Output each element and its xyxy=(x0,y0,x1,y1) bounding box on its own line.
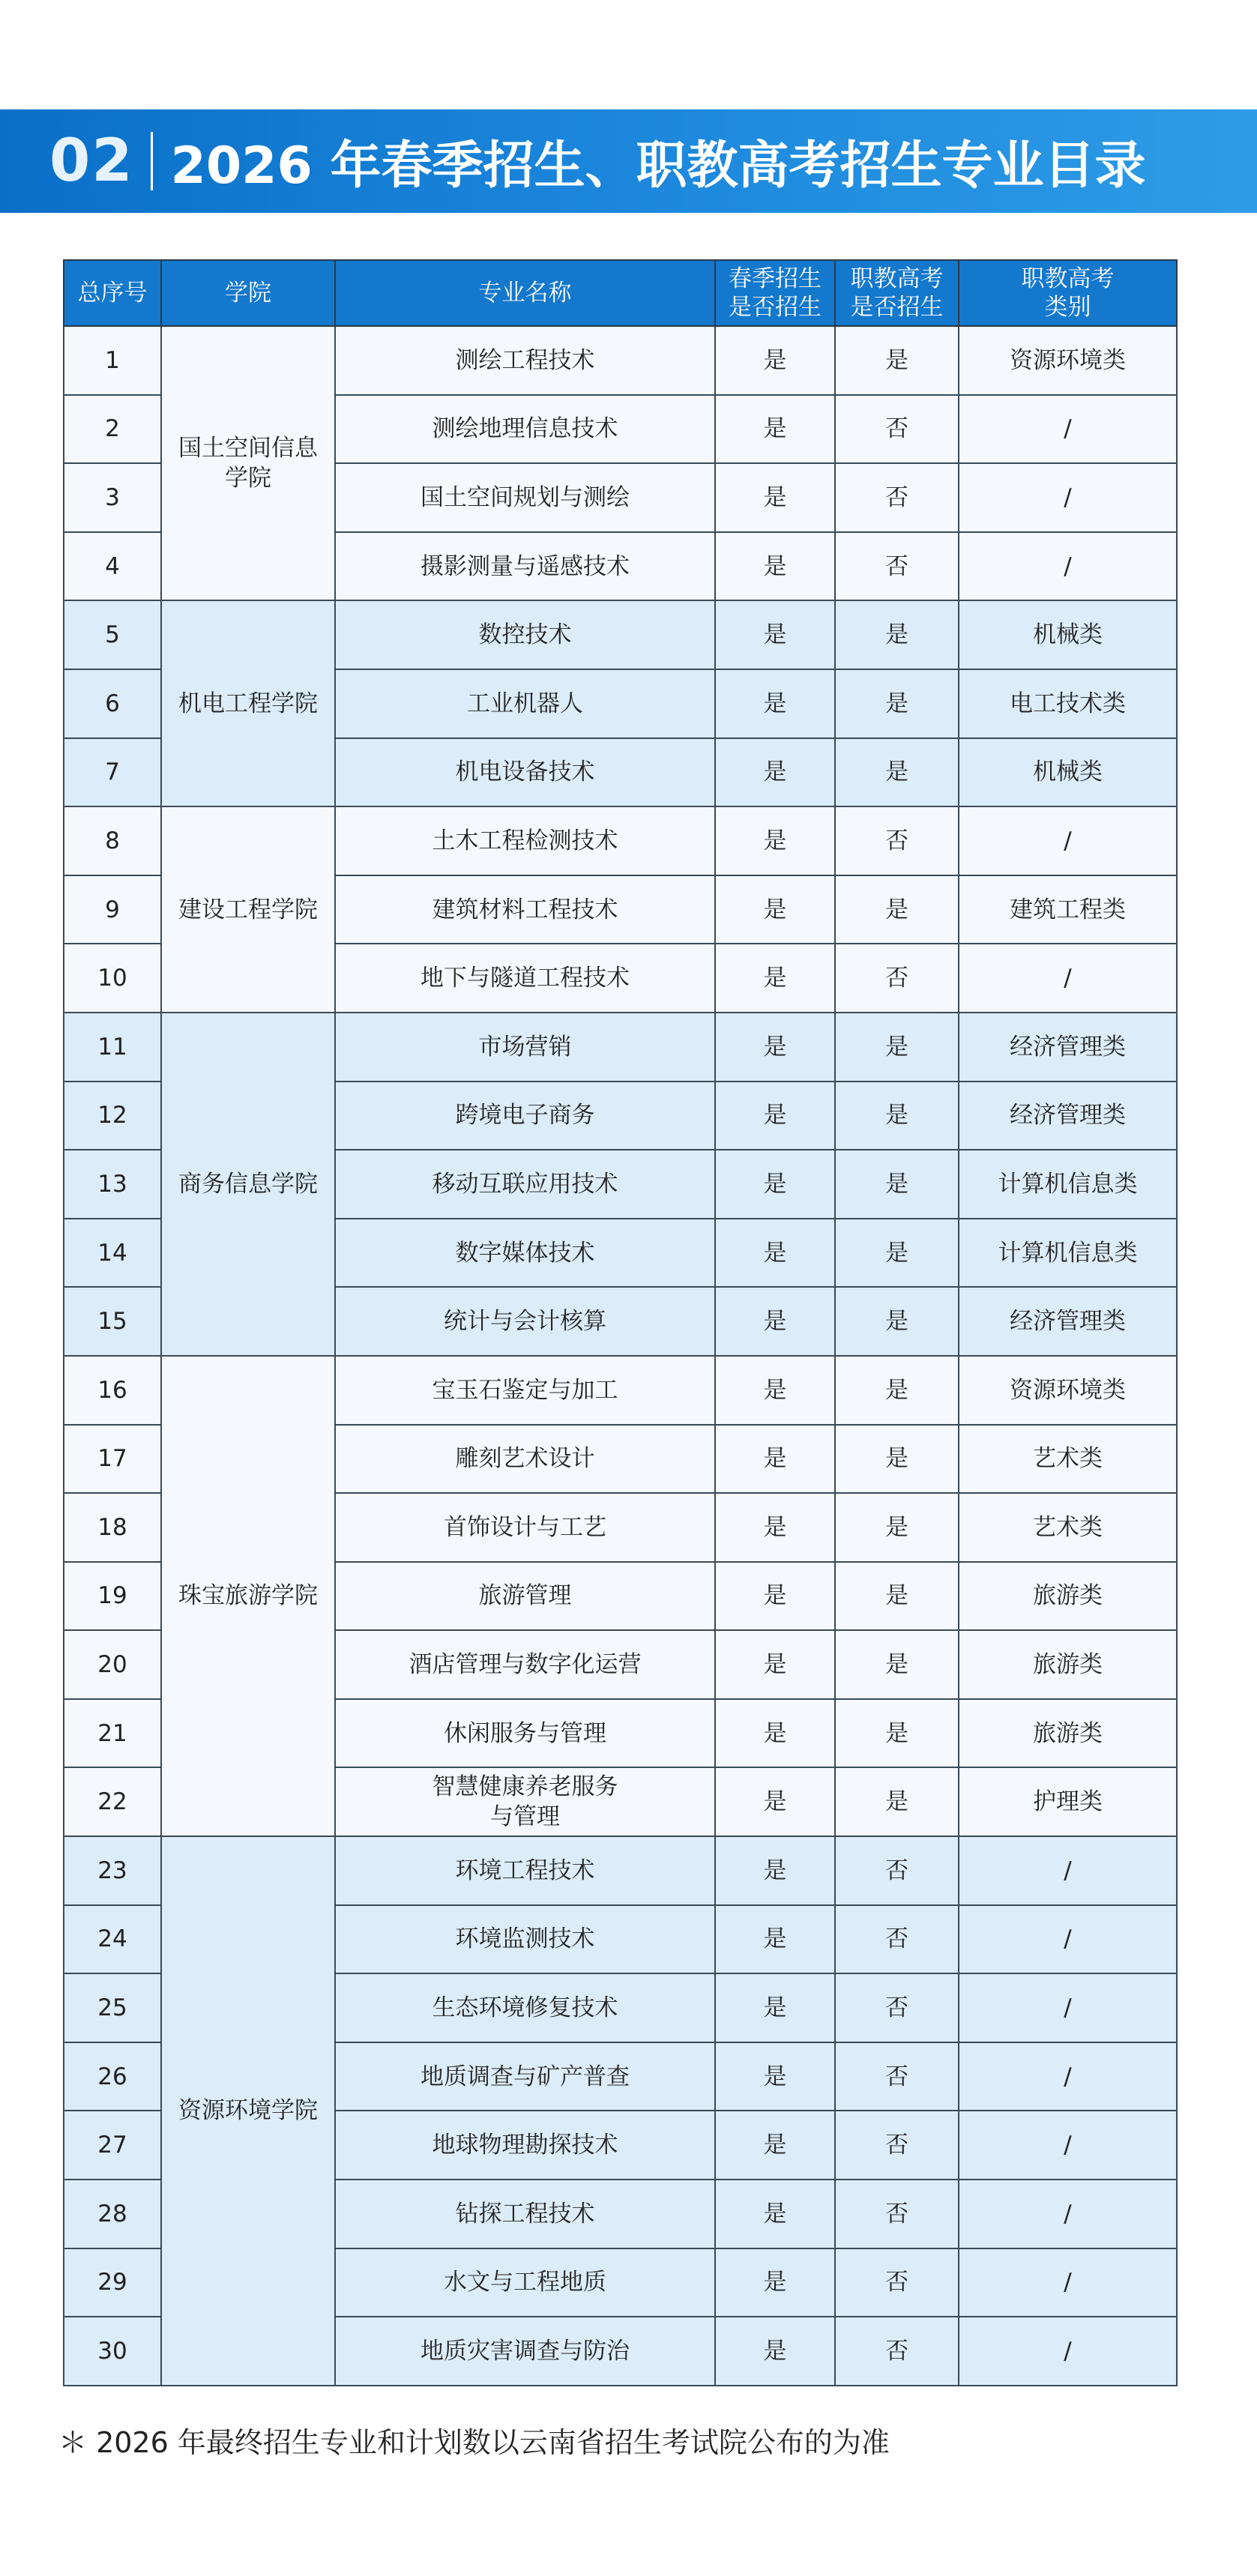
vocational-category-cell: 建筑工程类 xyxy=(959,875,1177,944)
spring-enroll-cell: 是 xyxy=(715,806,835,875)
spring-enroll-cell: 是 xyxy=(715,326,835,395)
table-row xyxy=(64,600,1177,669)
spring-enroll-cell: 是 xyxy=(715,1630,835,1699)
spring-enroll-cell: 是 xyxy=(715,532,835,601)
vocational-category-cell: / xyxy=(959,2317,1177,2386)
row-index-cell: 13 xyxy=(64,1150,161,1219)
vocational-category-cell: 经济管理类 xyxy=(959,1013,1177,1082)
row-index-cell: 2 xyxy=(64,395,161,464)
spring-enroll-cell: 是 xyxy=(715,395,835,464)
major-name-cell: 水文与工程地质 xyxy=(335,2248,715,2317)
major-name-cell: 地质灾害调查与防治 xyxy=(335,2317,715,2386)
row-index-cell: 20 xyxy=(64,1630,161,1699)
table-row xyxy=(64,806,1177,875)
spring-enroll-cell: 是 xyxy=(715,1287,835,1356)
row-index-cell: 29 xyxy=(64,2248,161,2317)
spring-enroll-cell: 是 xyxy=(715,2111,835,2180)
row-index-cell: 4 xyxy=(64,532,161,601)
row-index-cell: 18 xyxy=(64,1493,161,1562)
major-name-cell: 宝玉石鉴定与加工 xyxy=(335,1356,715,1425)
vocational-enroll-cell: 是 xyxy=(835,326,959,395)
vocational-category-cell: 资源环境类 xyxy=(959,326,1177,395)
vocational-enroll-cell: 是 xyxy=(835,1630,959,1699)
vocational-enroll-cell: 否 xyxy=(835,806,959,875)
vocational-category-cell: 资源环境类 xyxy=(959,1356,1177,1425)
row-index-cell: 6 xyxy=(64,669,161,738)
spring-enroll-cell: 是 xyxy=(715,2317,835,2386)
spring-enroll-cell: 是 xyxy=(715,1219,835,1288)
vocational-category-cell: 经济管理类 xyxy=(959,1287,1177,1356)
spring-enroll-cell: 是 xyxy=(715,2248,835,2317)
major-name-cell: 统计与会计核算 xyxy=(335,1287,715,1356)
column-header-col-spring-enroll: 春季招生 是否招生 xyxy=(715,260,835,326)
vocational-enroll-cell: 是 xyxy=(835,1356,959,1425)
major-name-cell: 酒店管理与数字化运营 xyxy=(335,1630,715,1699)
row-index-cell: 23 xyxy=(64,1836,161,1905)
vocational-enroll-cell: 是 xyxy=(835,1013,959,1082)
vocational-enroll-cell: 否 xyxy=(835,2317,959,2386)
vocational-category-cell: 旅游类 xyxy=(959,1630,1177,1699)
vocational-enroll-cell: 否 xyxy=(835,2180,959,2248)
spring-enroll-cell: 是 xyxy=(715,2180,835,2248)
vocational-enroll-cell: 否 xyxy=(835,395,959,464)
college-name-cell: 资源环境学院 xyxy=(161,1836,335,2386)
table-row xyxy=(64,1836,1177,1905)
vocational-enroll-cell: 否 xyxy=(835,1973,959,2042)
row-index-cell: 17 xyxy=(64,1425,161,1494)
major-name-cell: 环境工程技术 xyxy=(335,1836,715,1905)
vocational-enroll-cell: 是 xyxy=(835,1425,959,1494)
row-index-cell: 7 xyxy=(64,738,161,807)
major-name-cell: 跨境电子商务 xyxy=(335,1082,715,1150)
vocational-category-cell: / xyxy=(959,463,1177,532)
major-name-cell: 数字媒体技术 xyxy=(335,1219,715,1288)
spring-enroll-cell: 是 xyxy=(715,1699,835,1768)
vocational-category-cell: 艺术类 xyxy=(959,1425,1177,1494)
major-name-cell: 建筑材料工程技术 xyxy=(335,875,715,944)
major-name-cell: 地质调查与矿产普查 xyxy=(335,2042,715,2111)
row-index-cell: 8 xyxy=(64,806,161,875)
vocational-category-cell: / xyxy=(959,944,1177,1013)
major-name-cell: 地球物理勘探技术 xyxy=(335,2111,715,2180)
row-index-cell: 27 xyxy=(64,2111,161,2180)
column-header-col-college: 学院 xyxy=(161,260,335,326)
vocational-category-cell: 艺术类 xyxy=(959,1493,1177,1562)
vocational-category-cell: / xyxy=(959,1973,1177,2042)
section-header-banner xyxy=(0,109,1257,213)
spring-enroll-cell: 是 xyxy=(715,600,835,669)
college-name-cell: 珠宝旅游学院 xyxy=(161,1356,335,1836)
row-index-cell: 28 xyxy=(64,2180,161,2248)
vocational-category-cell: 计算机信息类 xyxy=(959,1150,1177,1219)
college-name-cell: 机电工程学院 xyxy=(161,600,335,806)
major-name-cell: 工业机器人 xyxy=(335,669,715,738)
vocational-enroll-cell: 是 xyxy=(835,738,959,807)
major-name-cell: 市场营销 xyxy=(335,1013,715,1082)
major-name-cell: 数控技术 xyxy=(335,600,715,669)
spring-enroll-cell: 是 xyxy=(715,463,835,532)
major-name-cell: 国土空间规划与测绘 xyxy=(335,463,715,532)
vocational-category-cell: 旅游类 xyxy=(959,1562,1177,1631)
vocational-category-cell: / xyxy=(959,395,1177,464)
major-catalog-table xyxy=(63,259,1178,2386)
major-name-cell: 机电设备技术 xyxy=(335,738,715,807)
major-name-cell: 摄影测量与遥感技术 xyxy=(335,532,715,601)
vocational-enroll-cell: 是 xyxy=(835,875,959,944)
section-title: 2026 年春季招生、职教高考招生专业目录 xyxy=(170,136,1146,196)
vocational-enroll-cell: 否 xyxy=(835,1836,959,1905)
row-index-cell: 24 xyxy=(64,1905,161,1974)
spring-enroll-cell: 是 xyxy=(715,669,835,738)
college-name-cell: 商务信息学院 xyxy=(161,1013,335,1356)
vocational-enroll-cell: 是 xyxy=(835,669,959,738)
spring-enroll-cell: 是 xyxy=(715,1425,835,1494)
row-index-cell: 21 xyxy=(64,1699,161,1768)
vocational-enroll-cell: 是 xyxy=(835,1699,959,1768)
table-row xyxy=(64,1013,1177,1082)
vocational-enroll-cell: 否 xyxy=(835,2111,959,2180)
vocational-enroll-cell: 是 xyxy=(835,1219,959,1288)
major-name-cell: 地下与隧道工程技术 xyxy=(335,944,715,1013)
column-header-col-vocational-enroll: 职教高考 是否招生 xyxy=(835,260,959,326)
spring-enroll-cell: 是 xyxy=(715,875,835,944)
footnote: ＊ 2026 年最终招生专业和计划数以云南省招生考试院公布的为准 xyxy=(58,2426,890,2459)
vocational-category-cell: / xyxy=(959,2111,1177,2180)
column-header-col-major-name: 专业名称 xyxy=(335,260,715,326)
major-name-cell: 休闲服务与管理 xyxy=(335,1699,715,1768)
college-name-cell: 建设工程学院 xyxy=(161,806,335,1013)
spring-enroll-cell: 是 xyxy=(715,1493,835,1562)
vocational-category-cell: 旅游类 xyxy=(959,1699,1177,1768)
row-index-cell: 22 xyxy=(64,1767,161,1836)
vocational-category-cell: / xyxy=(959,2180,1177,2248)
row-index-cell: 26 xyxy=(64,2042,161,2111)
row-index-cell: 9 xyxy=(64,875,161,944)
vocational-category-cell: 经济管理类 xyxy=(959,1082,1177,1150)
vocational-category-cell: / xyxy=(959,532,1177,601)
major-name-cell: 土木工程检测技术 xyxy=(335,806,715,875)
major-name-cell: 移动互联应用技术 xyxy=(335,1150,715,1219)
vocational-enroll-cell: 否 xyxy=(835,463,959,532)
major-name-cell: 钻探工程技术 xyxy=(335,2180,715,2248)
vocational-enroll-cell: 否 xyxy=(835,532,959,601)
major-name-cell: 测绘地理信息技术 xyxy=(335,395,715,464)
vocational-enroll-cell: 是 xyxy=(835,1150,959,1219)
major-name-cell: 旅游管理 xyxy=(335,1562,715,1631)
vocational-category-cell: / xyxy=(959,2248,1177,2317)
major-name-cell: 智慧健康养老服务 与管理 xyxy=(335,1767,715,1836)
spring-enroll-cell: 是 xyxy=(715,1013,835,1082)
spring-enroll-cell: 是 xyxy=(715,2042,835,2111)
vocational-category-cell: / xyxy=(959,1905,1177,1974)
spring-enroll-cell: 是 xyxy=(715,944,835,1013)
column-header-col-vocational-category: 职教高考 类别 xyxy=(959,260,1177,326)
spring-enroll-cell: 是 xyxy=(715,1836,835,1905)
row-index-cell: 19 xyxy=(64,1562,161,1631)
vocational-category-cell: / xyxy=(959,2042,1177,2111)
vocational-enroll-cell: 是 xyxy=(835,600,959,669)
major-name-cell: 雕刻艺术设计 xyxy=(335,1425,715,1494)
table-row xyxy=(64,326,1177,395)
row-index-cell: 11 xyxy=(64,1013,161,1082)
table-header-row xyxy=(64,260,1177,326)
vocational-enroll-cell: 是 xyxy=(835,1287,959,1356)
section-number: 02 xyxy=(49,127,134,195)
row-index-cell: 15 xyxy=(64,1287,161,1356)
spring-enroll-cell: 是 xyxy=(715,1082,835,1150)
vocational-category-cell: 计算机信息类 xyxy=(959,1219,1177,1288)
vocational-enroll-cell: 是 xyxy=(835,1767,959,1836)
spring-enroll-cell: 是 xyxy=(715,1356,835,1425)
row-index-cell: 25 xyxy=(64,1973,161,2042)
vocational-enroll-cell: 否 xyxy=(835,2042,959,2111)
row-index-cell: 3 xyxy=(64,463,161,532)
vocational-enroll-cell: 是 xyxy=(835,1082,959,1150)
vocational-category-cell: 机械类 xyxy=(959,738,1177,807)
vocational-enroll-cell: 否 xyxy=(835,1905,959,1974)
spring-enroll-cell: 是 xyxy=(715,1973,835,2042)
row-index-cell: 5 xyxy=(64,600,161,669)
vocational-enroll-cell: 是 xyxy=(835,1562,959,1631)
major-name-cell: 环境监测技术 xyxy=(335,1905,715,1974)
spring-enroll-cell: 是 xyxy=(715,738,835,807)
vocational-enroll-cell: 是 xyxy=(835,1493,959,1562)
row-index-cell: 12 xyxy=(64,1082,161,1150)
college-name-cell: 国土空间信息 学院 xyxy=(161,326,335,600)
column-header-col-total-index: 总序号 xyxy=(64,260,161,326)
vocational-category-cell: 机械类 xyxy=(959,600,1177,669)
row-index-cell: 30 xyxy=(64,2317,161,2386)
major-name-cell: 首饰设计与工艺 xyxy=(335,1493,715,1562)
table-row xyxy=(64,1356,1177,1425)
vocational-category-cell: 电工技术类 xyxy=(959,669,1177,738)
major-name-cell: 测绘工程技术 xyxy=(335,326,715,395)
row-index-cell: 14 xyxy=(64,1219,161,1288)
row-index-cell: 16 xyxy=(64,1356,161,1425)
vocational-category-cell: 护理类 xyxy=(959,1767,1177,1836)
row-index-cell: 10 xyxy=(64,944,161,1013)
vocational-category-cell: / xyxy=(959,806,1177,875)
vocational-enroll-cell: 否 xyxy=(835,944,959,1013)
spring-enroll-cell: 是 xyxy=(715,1905,835,1974)
spring-enroll-cell: 是 xyxy=(715,1767,835,1836)
spring-enroll-cell: 是 xyxy=(715,1562,835,1631)
vocational-enroll-cell: 否 xyxy=(835,2248,959,2317)
header-divider xyxy=(151,132,153,190)
major-name-cell: 生态环境修复技术 xyxy=(335,1973,715,2042)
spring-enroll-cell: 是 xyxy=(715,1150,835,1219)
row-index-cell: 1 xyxy=(64,326,161,395)
vocational-category-cell: / xyxy=(959,1836,1177,1905)
